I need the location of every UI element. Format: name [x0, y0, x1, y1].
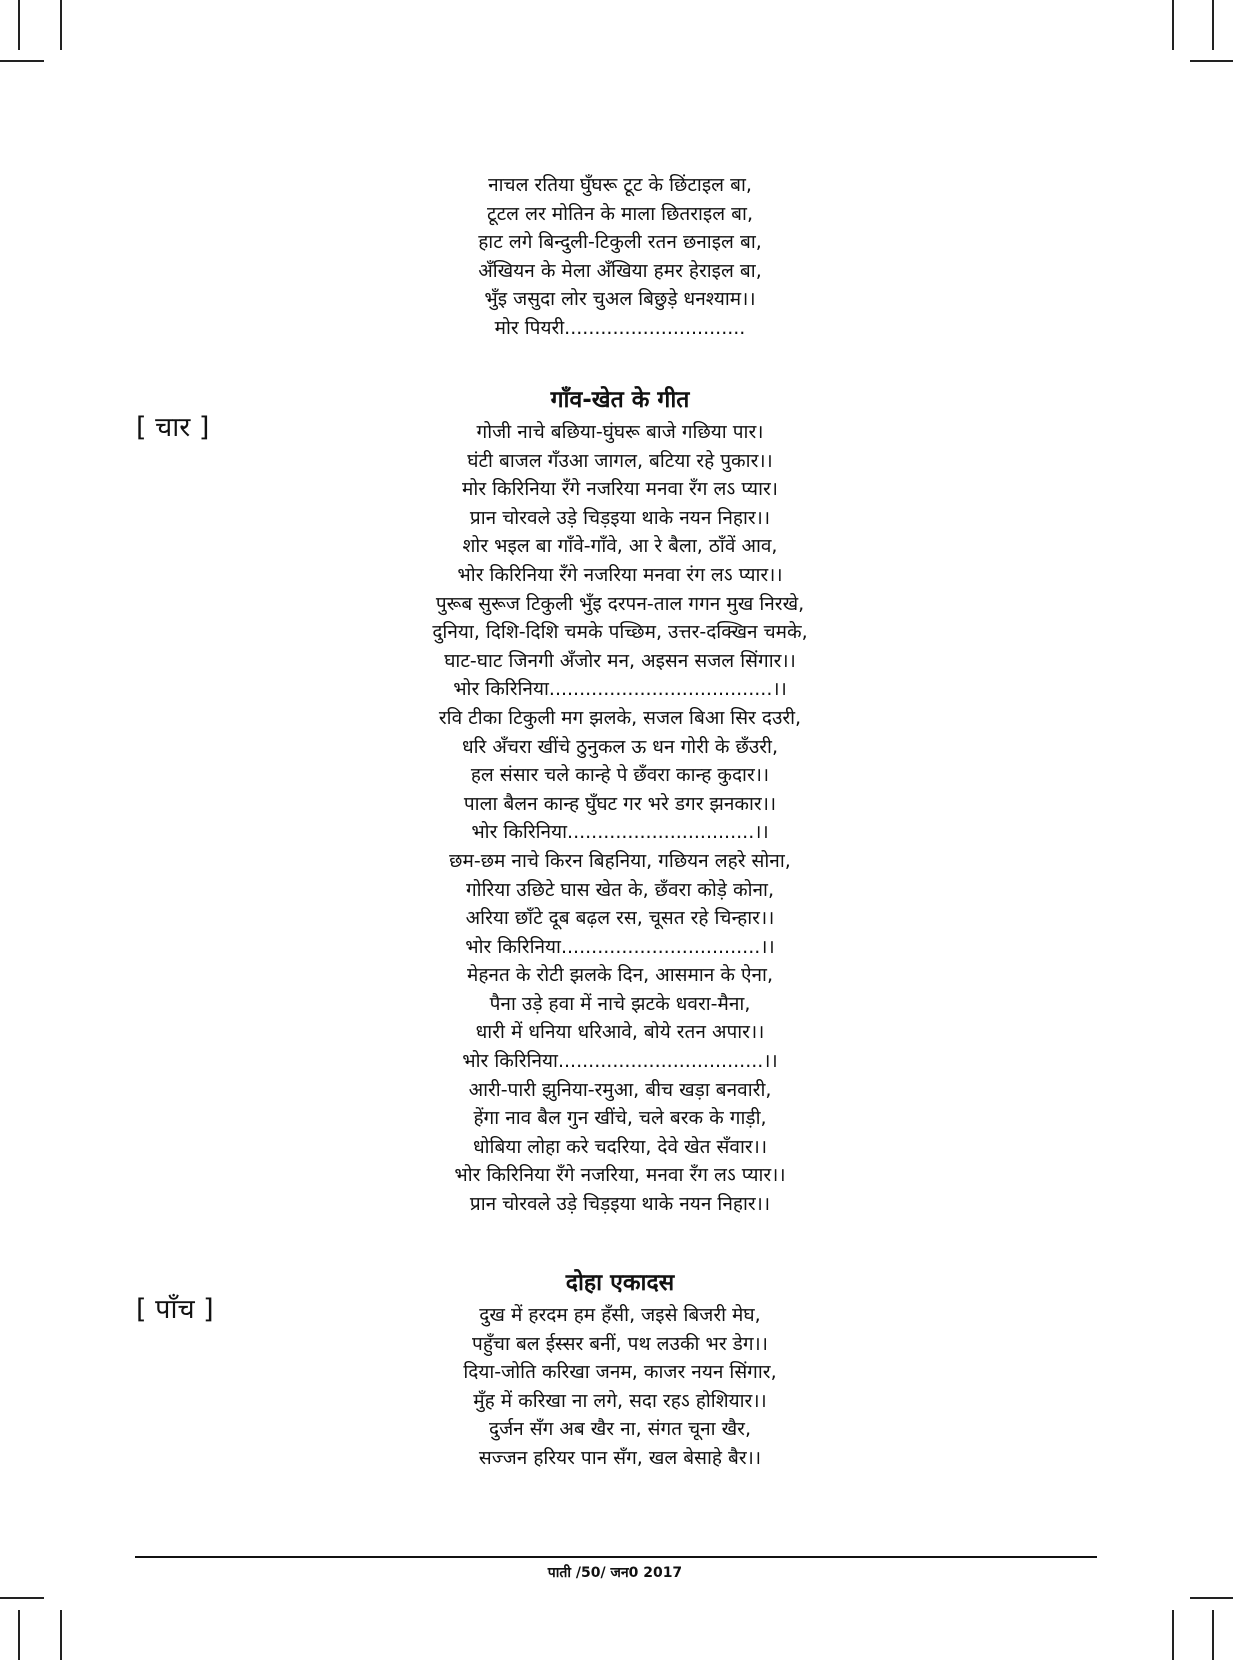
verse-line: पहुँचा बल ईस्सर बनीं, पथ लउकी भर डेग।। — [472, 1332, 768, 1355]
verse-top — [360, 171, 880, 343]
crop-mark — [1172, 1610, 1174, 1660]
verse-line: मुँह में करिखा ना लगे, सदा रहऽ होशियार।। — [473, 1389, 767, 1412]
verse-line: नाचल रतिया घुँघरू टूट के छिंटाइल बा, — [488, 174, 752, 196]
footer-rule — [135, 1556, 1097, 1558]
crop-mark — [0, 60, 44, 62]
section-five-poem — [360, 1301, 880, 1473]
crop-mark — [1172, 0, 1174, 50]
verse-line: आरी-पारी झुनिया-रमुआ, बीच खड़ा बनवारी, — [468, 1078, 772, 1101]
verse-line: दुर्जन सँग अब खैर ना, संगत चूना खैर, — [489, 1418, 751, 1441]
verse-line: दुख में हरदम हम हँसी, जइसे बिजरी मेघ, — [479, 1304, 761, 1326]
section-four-number: [ चार ] — [136, 412, 210, 443]
verse-line: गोरिया उछिटे घास खेत के, छँवरा कोड़े कोना, — [465, 878, 775, 901]
verse-line: भोर किरिनिया रँगे नजरिया, मनवा रँग लऽ प्यार।। — [454, 1164, 786, 1187]
verse-line: पैना उड़े हवा में नाचे झटके धवरा-मैना, — [489, 992, 751, 1015]
verse-line: पाला बैलन कान्ह घुँघट गर भरे डगर झनकार।। — [463, 792, 777, 815]
verse-line: भोर किरिनिया..................................।। — [462, 1050, 778, 1073]
crop-mark — [1212, 0, 1214, 50]
verse-line: अरिया छाँटे दूब बढ़ल रस, चूसत रहे चिन्हार।। — [465, 907, 775, 930]
section-five-title: दोहा एकादस — [565, 1270, 675, 1296]
verse-line: प्रान चोरवले उड़े चिड़इया थाके नयन निहार।। — [469, 1193, 771, 1216]
crop-mark — [1212, 1610, 1214, 1660]
verse-line: भुँइ जसुदा लोर चुअल बिछुड़े धनश्याम।। — [484, 288, 756, 311]
verse-line: भोर किरिनिया.................................।। — [465, 935, 775, 958]
verse-line: मेहनत के रोटी झलके दिन, आसमान के ऐना, — [466, 964, 773, 987]
crop-mark — [18, 1610, 20, 1660]
verse-line: घाट-घाट जिनगी अँजोर मन, अइसन सजल सिंगार।। — [444, 649, 796, 672]
section-four-title: गाँव-खेत के गीत — [550, 387, 690, 413]
verse-line: सज्जन हरियर पान सँग, खल बेसाहे बैर।। — [478, 1446, 762, 1469]
verse-line: छम-छम नाचे किरन बिहनिया, गछियन लहरे सोना, — [449, 849, 791, 872]
crop-mark — [18, 0, 20, 50]
verse-line: दुनिया, दिशि-दिशि चमके पच्छिम, उत्तर-दक्खिन चमके, — [432, 621, 808, 644]
verse-line: गोजी नाचे बछिया-घुंघरू बाजे गछिया पार। — [476, 421, 764, 443]
verse-line: धरि अँचरा खींचे ठुनुकल ऊ धन गोरी के छँउरी, — [461, 735, 779, 758]
verse-line: घंटी बाजल गँउआ जागल, बटिया रहे पुकार।। — [467, 449, 773, 472]
page-footer: पाती /50/ जन0 2017 — [547, 1565, 683, 1581]
crop-mark — [1190, 60, 1233, 62]
verse-line: हेंगा नाव बैल गुन खींचे, चले बरक के गाड़ी, — [473, 1107, 767, 1130]
verse-line: टूटल लर मोतिन के माला छितराइल बा, — [487, 202, 753, 225]
crop-mark — [60, 1610, 62, 1660]
crop-mark — [60, 0, 62, 50]
verse-line: रवि टीका टिकुली मग झलके, सजल बिआ सिर दउरी, — [438, 706, 802, 729]
verse-line: मोर पियरी.............................. — [494, 316, 746, 339]
verse-line: अँखियन के मेला अँखिया हमर हेराइल बा, — [478, 259, 762, 282]
verse-line: हल संसार चले कान्हे पे छँवरा कान्ह कुदार।। — [470, 764, 770, 787]
verse-line: प्रान चोरवले उड़े चिड़इया थाके नयन निहार।। — [469, 506, 771, 529]
crop-mark — [1190, 1597, 1233, 1599]
section-four-poem — [360, 418, 880, 1219]
verse-line: दिया-जोति करिखा जनम, काजर नयन सिंगार, — [463, 1361, 777, 1384]
verse-line: पुरूब सुरूज टिकुली भुँइ दरपन-ताल गगन मुख निरखे, — [435, 592, 805, 615]
verse-line: हाट लगे बिन्दुली-टिकुली रतन छनाइल बा, — [478, 231, 762, 254]
verse-line: शोर भइल बा गाँवे-गाँवे, आ रे बैला, ठाँवें आव, — [462, 535, 778, 558]
verse-line: मोर किरिनिया रँगे नजरिया मनवा रँग लऽ प्यार। — [462, 478, 778, 501]
verse-line: भोर किरिनिया.....................................।। — [453, 678, 787, 701]
section-five-number: [ पाँच ] — [136, 1294, 214, 1325]
crop-mark — [0, 1597, 44, 1599]
verse-line: धारी में धनिया धरिआवे, बोये रतन अपार।। — [475, 1021, 765, 1044]
verse-line: धोबिया लोहा करे चदरिया, देवे खेत सँवार।। — [472, 1135, 768, 1158]
verse-line: भोर किरिनिया रँगे नजरिया मनवा रंग लऽ प्यार।। — [457, 563, 783, 586]
verse-line: भोर किरिनिया...............................।। — [471, 821, 769, 844]
